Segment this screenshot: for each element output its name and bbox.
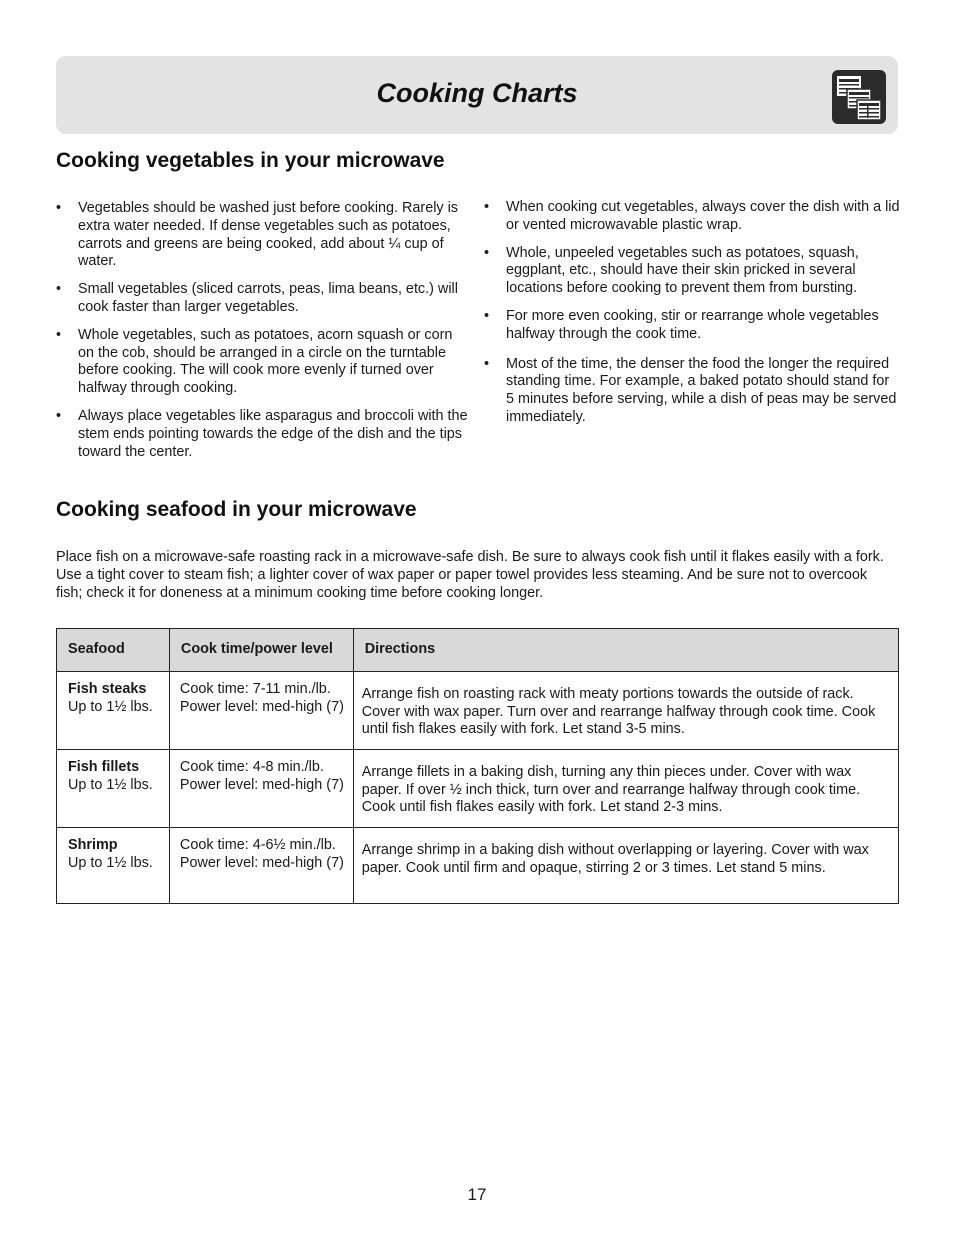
power-level: Power level: med-high (7) [179,698,344,715]
directions-text: Arrange fish on roasting rack with meaty portions towards the outside of rack. Cover with wax paper. Turn over and rearrange halfway through cook time. Cook until fish flakes easily with fork. Let stand 3-5 mins. [361,686,876,737]
seafood-heading: Cooking seafood in your microwave [56,498,417,521]
column-header-seafood: Seafood [57,629,170,672]
directions-cell [353,672,898,750]
seafood-amount: Up to 1½ lbs. [68,698,153,715]
cook-time-cell [169,828,353,904]
power-level: Power level: med-high (7) [179,854,344,871]
list-item: • Always place vegetables like asparagus and broccoli with the stem ends pointing towards the edge of the dish and the tips toward the center. [56,407,468,460]
vegetables-right-list [484,199,900,437]
directions-cell [353,750,898,828]
cook-time: Cook time: 4-6½ min./lb. [179,837,336,853]
table-row [57,750,899,828]
cook-time: Cook time: 7-11 min./lb. [179,681,331,697]
list-item: • When cooking cut vegetables, always cover the dish with a lid or vented microwavable plastic wrap. [484,199,900,233]
seafood-amount: Up to 1½ lbs. [68,854,153,871]
seafood-intro: Place fish on a microwave-safe roasting rack in a microwave-safe dish. Be sure to always cook fish until it flakes easily with a fork. Use a tight cover to steam fish; a lighter cover of wax paper or paper towel provides less steaming. And be sure not to overcook fish; check it for doneness at a minimum cooking time before cooking longer. [56,549,884,601]
column-header-cook-time: Cook time/power level [169,629,353,672]
seafood-cell [57,672,170,750]
list-item: • Small vegetables (sliced carrots, peas, lima beans, etc.) will cook faster than larger vegetables. [56,281,458,315]
page-title: Cooking Charts [376,78,578,108]
vegetables-heading: Cooking vegetables in your microwave [56,149,445,172]
seafood-cell [57,750,170,828]
power-level: Power level: med-high (7) [179,776,344,793]
directions-text: Arrange shrimp in a baking dish without overlapping or layering. Cover with wax paper. Cook until firm and opaque, stirring 2 or 3 times. Let stand 5 mins. [361,842,869,876]
column-header-directions: Directions [353,629,898,672]
vegetables-left-list [56,200,470,471]
list-item: • Whole, unpeeled vegetables such as potatoes, squash, eggplant, etc., should have their skin pricked in several locations before cooking to prevent them from bursting. [484,244,859,297]
directions-cell [353,828,898,904]
table-row [57,828,899,904]
seafood-cell [57,828,170,904]
list-item: • For more even cooking, stir or rearrange whole vegetables halfway through the cook time. [484,307,879,342]
cook-time-cell [169,750,353,828]
table-header-row [57,629,899,672]
seafood-name: Shrimp [68,837,118,853]
cook-time: Cook time: 4-8 min./lb. [179,759,324,775]
seafood-name: Fish steaks [68,681,147,697]
seafood-amount: Up to 1½ lbs. [68,776,153,793]
header-banner [56,56,898,134]
directions-text: Arrange fillets in a baking dish, turning any thin pieces under. Cover with wax paper. If over ½ inch thick, turn over and rearrange halfway through cook time. Cook until fish flakes easily with fork. Let stand 2-3 mins. [361,764,861,815]
list-item: • Vegetables should be washed just before cooking. Rarely is extra water needed. If dense vegetables such as potatoes, carrots and greens are being cooked, add about ¼ cup of water. [56,200,458,270]
list-item: • Most of the time, the denser the food the longer the required standing time. For example, a baked potato should stand for 5 minutes before serving, while a dish of peas may be served immediately. [484,355,897,425]
page-number: 17 [467,1185,487,1204]
seafood-name: Fish fillets [68,759,140,775]
table-row [57,672,899,750]
cook-time-cell [169,672,353,750]
seafood-table [56,628,899,904]
list-item: • Whole vegetables, such as potatoes, acorn squash or corn on the cob, should be arranged in a circle on the turntable before cooking. The will cook more evenly if turned over halfway through cooking. [56,326,453,397]
charts-document-icon [832,70,886,124]
